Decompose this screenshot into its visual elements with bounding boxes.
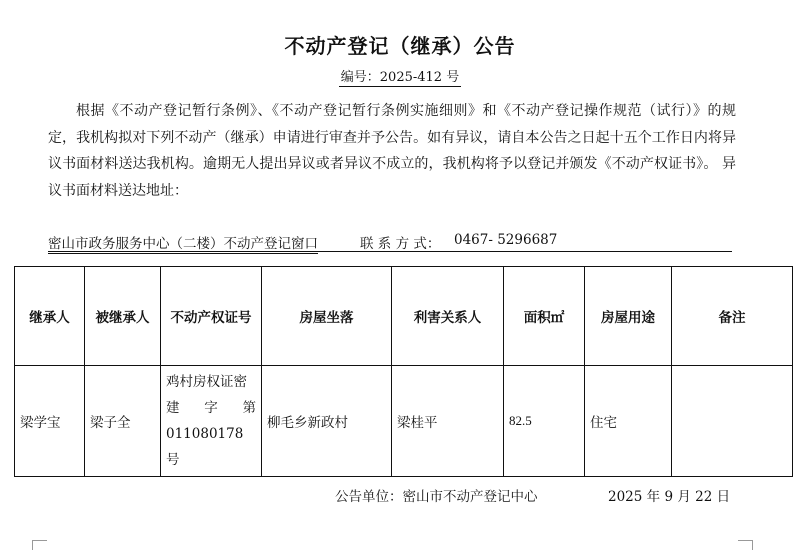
delivery-address: 密山市政务服务中心（二楼）不动产登记窗口 <box>48 232 318 254</box>
document-number <box>0 66 800 87</box>
cell-usage: 住宅 <box>585 366 672 477</box>
cert-line-1: 鸡村房权证密 <box>166 374 247 390</box>
table-header-row <box>15 267 793 366</box>
table-row <box>15 366 793 477</box>
cell-heir: 梁学宝 <box>15 366 85 477</box>
header-remark: 备注 <box>672 267 793 366</box>
address-line <box>48 231 732 252</box>
document-number-text: 编号：2025-412 号 <box>339 66 461 87</box>
cell-interested-party: 梁桂平 <box>392 366 504 477</box>
header-interested-party: 利害关系人 <box>392 267 504 366</box>
cell-location: 柳毛乡新政村 <box>262 366 392 477</box>
header-area: 面积㎡ <box>504 267 585 366</box>
issuing-unit: 公告单位：密山市不动产登记中心 <box>335 489 538 505</box>
page-title: 不动产登记（继承）公告 <box>284 34 516 58</box>
cert-line-2 <box>166 395 256 421</box>
phone-label: 联 系 方 式： <box>360 236 441 252</box>
cell-area: 82.5 <box>504 366 585 477</box>
cert-line-3: 011080178号 <box>166 426 244 468</box>
header-cert-number: 不动产权证号 <box>161 267 262 366</box>
cert-char: 建 <box>166 400 180 416</box>
header-usage: 房屋用途 <box>585 267 672 366</box>
header-decedent: 被继承人 <box>85 267 161 366</box>
announcement-body: 根据《不动产登记暂行条例》、《不动产登记暂行条例实施细则》和《不动产登记操作规范（试行）》的规定，我机构拟对下列不动产（继承）申请进行审查并予公告。如有异议，请自本公告之日起十五个工作日内将异议书面材料送达我机构。逾期无人提出异议或者异议不成立的，我机构将予以登记并颁发《不动产权证书》。 异议书面材料送达地址： <box>48 103 736 199</box>
cert-char: 第 <box>242 400 256 416</box>
cell-decedent: 梁子全 <box>85 366 161 477</box>
issue-date: 2025 年 9 月 22 日 <box>608 489 731 505</box>
cert-char: 字 <box>204 400 218 416</box>
registration-table <box>14 266 793 477</box>
cell-remark <box>672 366 793 477</box>
cell-cert-number <box>161 366 262 477</box>
header-location: 房屋坐落 <box>262 267 392 366</box>
phone-number: 0467- 5296687 <box>454 232 558 248</box>
header-heir: 继承人 <box>15 267 85 366</box>
